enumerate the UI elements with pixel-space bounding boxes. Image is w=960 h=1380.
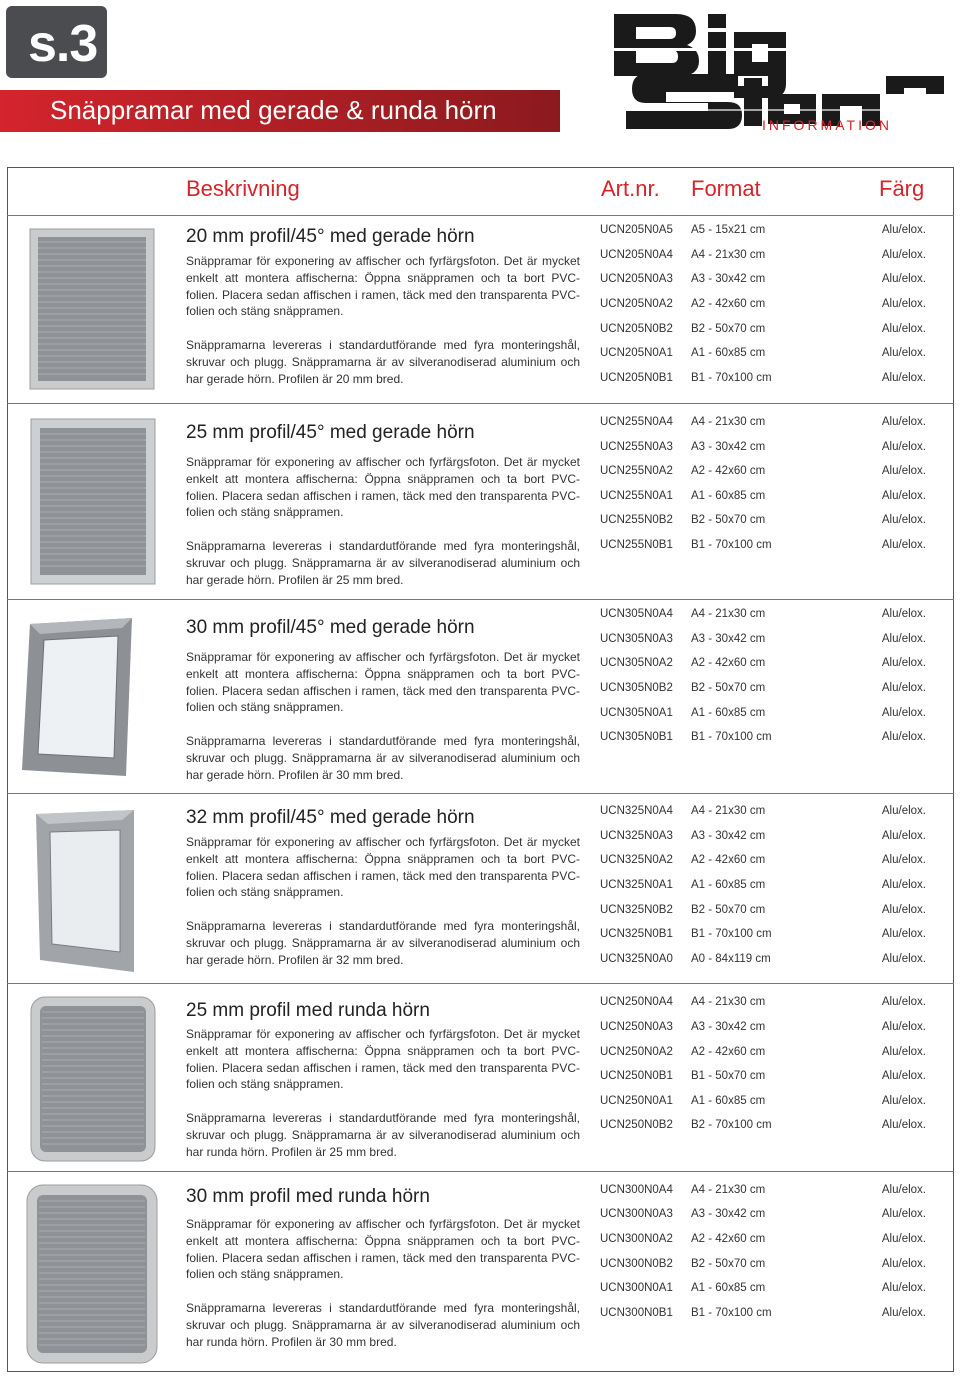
color: Alu/elox. bbox=[881, 1307, 926, 1319]
color: Alu/elox. bbox=[881, 953, 926, 965]
table-row bbox=[600, 441, 930, 461]
format: A4 - 21x30 cm bbox=[691, 1184, 766, 1196]
art-nr: UCN305N0B1 bbox=[600, 731, 673, 743]
section-title: 20 mm profil/45° med gerade hörn bbox=[186, 226, 475, 247]
section-description-2: Snäppramarna levereras i standardutförande med fyra monteringshål, skruvar och plugg. Snäppramarna är av silveranodiserad aluminium och har gerade hörn. Profilen är 20 mm bred. bbox=[186, 338, 580, 386]
table-row bbox=[600, 830, 930, 850]
section-description: Snäppramar för exponering av affischer och fyrfärgsfoton. Det är mycket enkelt att montera affischerna: Öppna snäppramen och ta bort PVC-folien. Placera sedan affischen i ramen, täck med den transparenta PVC-folien och stäng snäppramen. bbox=[186, 455, 580, 520]
format: A0 - 84x119 cm bbox=[691, 953, 771, 965]
art-nr: UCN255N0A4 bbox=[600, 416, 673, 428]
format: A3 - 30x42 cm bbox=[691, 1021, 766, 1033]
art-nr: UCN325N0B1 bbox=[600, 928, 673, 940]
table-row bbox=[600, 273, 930, 293]
format: A1 - 60x85 cm bbox=[691, 707, 766, 719]
table-row bbox=[600, 805, 930, 825]
table-row bbox=[600, 633, 930, 653]
table-row bbox=[600, 1282, 930, 1302]
format: A2 - 42x60 cm bbox=[691, 1233, 766, 1245]
art-nr: UCN205N0A2 bbox=[600, 298, 673, 310]
color: Alu/elox. bbox=[881, 1070, 926, 1082]
color: Alu/elox. bbox=[881, 323, 926, 335]
section-description: Snäppramar för exponering av affischer och fyrfärgsfoton. Det är mycket enkelt att montera affischerna: Öppna snäppramen och ta bort PVC-folien. Placera sedan affischen i ramen, täck med den transparenta PVC-folien och stäng snäppramen. bbox=[186, 1217, 580, 1282]
color: Alu/elox. bbox=[881, 657, 926, 669]
format: A2 - 42x60 cm bbox=[691, 657, 766, 669]
color: Alu/elox. bbox=[881, 904, 926, 916]
logo-tagline: INFORMATION bbox=[762, 117, 892, 133]
color: Alu/elox. bbox=[881, 1021, 926, 1033]
table-row bbox=[600, 465, 930, 485]
format: A4 - 21x30 cm bbox=[691, 996, 766, 1008]
table-row bbox=[600, 1258, 930, 1278]
section-description: Snäppramar för exponering av affischer och fyrfärgsfoton. Det är mycket enkelt att montera affischerna: Öppna snäppramen och ta bort PVC-folien. Placera sedan affischen i ramen, täck med den transparenta PVC-folien och stäng snäppramen. bbox=[186, 254, 580, 319]
art-nr: UCN205N0A3 bbox=[600, 273, 673, 285]
color: Alu/elox. bbox=[881, 879, 926, 891]
section-description: Snäppramar för exponering av affischer och fyrfärgsfoton. Det är mycket enkelt att montera affischerna: Öppna snäppramen och ta bort PVC-folien. Placera sedan affischen i ramen, täck med den transparenta PVC-folien och stäng snäppramen. bbox=[186, 650, 580, 715]
color: Alu/elox. bbox=[881, 1208, 926, 1220]
art-nr: UCN300N0B2 bbox=[600, 1258, 673, 1270]
snap-frame-wide-profile-icon bbox=[30, 810, 138, 972]
format: B2 - 50x70 cm bbox=[691, 682, 766, 694]
format: B2 - 70x100 cm bbox=[691, 1119, 772, 1131]
color: Alu/elox. bbox=[881, 1258, 926, 1270]
table-row bbox=[600, 224, 930, 244]
art-nr: UCN250N0A1 bbox=[600, 1095, 673, 1107]
section-divider bbox=[7, 599, 954, 600]
art-nr: UCN300N0A2 bbox=[600, 1233, 673, 1245]
table-row bbox=[600, 514, 930, 534]
format: A3 - 30x42 cm bbox=[691, 633, 766, 645]
art-nr: UCN325N0A2 bbox=[600, 854, 673, 866]
table-row bbox=[600, 1184, 930, 1204]
table-row bbox=[600, 657, 930, 677]
color: Alu/elox. bbox=[881, 416, 926, 428]
format: A4 - 21x30 cm bbox=[691, 608, 766, 620]
table-row bbox=[600, 731, 930, 751]
format: A5 - 15x21 cm bbox=[691, 224, 766, 236]
art-nr: UCN205N0A4 bbox=[600, 249, 673, 261]
section-description: Snäppramar för exponering av affischer och fyrfärgsfoton. Det är mycket enkelt att montera affischerna: Öppna snäppramen och ta bort PVC-folien. Placera sedan affischen i ramen, täck med den transparenta PVC-folien och stäng snäppramen. bbox=[186, 835, 580, 900]
header-description: Beskrivning bbox=[186, 176, 300, 201]
section-title: 25 mm profil/45° med gerade hörn bbox=[186, 422, 475, 443]
color: Alu/elox. bbox=[881, 347, 926, 359]
format: B1 - 70x100 cm bbox=[691, 1307, 772, 1319]
color: Alu/elox. bbox=[881, 372, 926, 384]
snap-frame-wide-profile-icon bbox=[22, 618, 134, 778]
art-nr: UCN255N0B1 bbox=[600, 539, 673, 551]
section-divider bbox=[7, 1171, 954, 1172]
table-row bbox=[600, 707, 930, 727]
color: Alu/elox. bbox=[881, 224, 926, 236]
snap-frame-round-corner-icon bbox=[26, 1184, 158, 1364]
section-title: 25 mm profil med runda hörn bbox=[186, 1000, 430, 1021]
table-row bbox=[600, 854, 930, 874]
format: B1 - 70x100 cm bbox=[691, 539, 772, 551]
page-number: s.3 bbox=[28, 15, 98, 73]
table-row bbox=[600, 1046, 930, 1066]
art-nr: UCN250N0A3 bbox=[600, 1021, 673, 1033]
art-nr: UCN255N0B2 bbox=[600, 514, 673, 526]
header-format: Format bbox=[691, 176, 761, 201]
format: A1 - 60x85 cm bbox=[691, 490, 766, 502]
color: Alu/elox. bbox=[881, 608, 926, 620]
table-row bbox=[600, 1119, 930, 1139]
color: Alu/elox. bbox=[881, 1233, 926, 1245]
art-nr: UCN325N0A4 bbox=[600, 805, 673, 817]
color: Alu/elox. bbox=[881, 707, 926, 719]
color: Alu/elox. bbox=[881, 465, 926, 477]
color: Alu/elox. bbox=[881, 249, 926, 261]
color: Alu/elox. bbox=[881, 539, 926, 551]
table-row bbox=[600, 996, 930, 1016]
format: A4 - 21x30 cm bbox=[691, 805, 766, 817]
format: B2 - 50x70 cm bbox=[691, 904, 766, 916]
color: Alu/elox. bbox=[881, 1095, 926, 1107]
art-nr: UCN305N0A3 bbox=[600, 633, 673, 645]
format: A4 - 21x30 cm bbox=[691, 249, 766, 261]
section-description-2: Snäppramarna levereras i standardutförande med fyra monteringshål, skruvar och plugg. Snäppramarna är av silveranodiserad aluminium och har runda hörn. Profilen är 30 mm bred. bbox=[186, 1301, 580, 1349]
format: A1 - 60x85 cm bbox=[691, 347, 766, 359]
table-row bbox=[600, 298, 930, 318]
format: B2 - 50x70 cm bbox=[691, 514, 766, 526]
format: A3 - 30x42 cm bbox=[691, 830, 766, 842]
header-art-nr: Art.nr. bbox=[601, 176, 660, 201]
color: Alu/elox. bbox=[881, 1184, 926, 1196]
color: Alu/elox. bbox=[881, 996, 926, 1008]
art-nr: UCN300N0A4 bbox=[600, 1184, 673, 1196]
color: Alu/elox. bbox=[881, 928, 926, 940]
color: Alu/elox. bbox=[881, 273, 926, 285]
format: A3 - 30x42 cm bbox=[691, 1208, 766, 1220]
art-nr: UCN300N0A3 bbox=[600, 1208, 673, 1220]
color: Alu/elox. bbox=[881, 1282, 926, 1294]
section-description-2: Snäppramarna levereras i standardutförande med fyra monteringshål, skruvar och plugg. Snäppramarna är av silveranodiserad aluminium och har gerade hörn. Profilen är 32 mm bred. bbox=[186, 919, 580, 967]
art-nr: UCN205N0A5 bbox=[600, 224, 673, 236]
art-nr: UCN205N0B1 bbox=[600, 372, 673, 384]
color: Alu/elox. bbox=[881, 514, 926, 526]
color: Alu/elox. bbox=[881, 682, 926, 694]
art-nr: UCN255N0A3 bbox=[600, 441, 673, 453]
section-title: 32 mm profil/45° med gerade hörn bbox=[186, 807, 475, 828]
table-row bbox=[600, 323, 930, 343]
format: B2 - 50x70 cm bbox=[691, 1258, 766, 1270]
section-description-2: Snäppramarna levereras i standardutförande med fyra monteringshål, skruvar och plugg. Snäppramarna är av silveranodiserad aluminium och har runda hörn. Profilen är 25 mm bred. bbox=[186, 1111, 580, 1159]
color: Alu/elox. bbox=[881, 1119, 926, 1131]
art-nr: UCN300N0B1 bbox=[600, 1307, 673, 1319]
section-title: 30 mm profil/45° med gerade hörn bbox=[186, 617, 475, 638]
table-row bbox=[600, 249, 930, 269]
section-divider bbox=[7, 793, 954, 794]
section-description: Snäppramar för exponering av affischer och fyrfärgsfoton. Det är mycket enkelt att montera affischerna: Öppna snäppramen och ta bort PVC-folien. Placera sedan affischen i ramen, täck med den transparenta PVC-folien och stäng snäppramen. bbox=[186, 1027, 580, 1092]
table-row bbox=[600, 347, 930, 367]
table-row bbox=[600, 1070, 930, 1090]
format: A1 - 60x85 cm bbox=[691, 879, 766, 891]
table-row bbox=[600, 1233, 930, 1253]
art-nr: UCN250N0B1 bbox=[600, 1070, 673, 1082]
snap-frame-round-corner-icon bbox=[30, 996, 156, 1162]
art-nr: UCN325N0A3 bbox=[600, 830, 673, 842]
format: B1 - 70x100 cm bbox=[691, 928, 772, 940]
color: Alu/elox. bbox=[881, 1046, 926, 1058]
section-description-2: Snäppramarna levereras i standardutförande med fyra monteringshål, skruvar och plugg. Snäppramarna är av silveranodiserad aluminium och har gerade hörn. Profilen är 25 mm bred. bbox=[186, 539, 580, 587]
art-nr: UCN255N0A1 bbox=[600, 490, 673, 502]
format: A1 - 60x85 cm bbox=[691, 1095, 766, 1107]
table-row bbox=[600, 682, 930, 702]
art-nr: UCN250N0A4 bbox=[600, 996, 673, 1008]
title-banner bbox=[0, 90, 560, 132]
format: A2 - 42x60 cm bbox=[691, 465, 766, 477]
art-nr: UCN305N0A4 bbox=[600, 608, 673, 620]
page-number-badge bbox=[6, 6, 107, 78]
table-row bbox=[600, 1208, 930, 1228]
big-sign-logo bbox=[610, 8, 950, 133]
color: Alu/elox. bbox=[881, 830, 926, 842]
art-nr: UCN255N0A2 bbox=[600, 465, 673, 477]
snap-frame-straight-corner-icon bbox=[30, 418, 156, 585]
color: Alu/elox. bbox=[881, 854, 926, 866]
table-row bbox=[600, 1307, 930, 1327]
format: A4 - 21x30 cm bbox=[691, 416, 766, 428]
header-color: Färg bbox=[879, 176, 925, 201]
table-row bbox=[600, 1095, 930, 1115]
art-nr: UCN305N0A1 bbox=[600, 707, 673, 719]
color: Alu/elox. bbox=[881, 805, 926, 817]
table-row bbox=[600, 490, 930, 510]
art-nr: UCN205N0B2 bbox=[600, 323, 673, 335]
table-row bbox=[600, 608, 930, 628]
format: B1 - 70x100 cm bbox=[691, 731, 772, 743]
table-row bbox=[600, 928, 930, 948]
color: Alu/elox. bbox=[881, 441, 926, 453]
color: Alu/elox. bbox=[881, 731, 926, 743]
format: A3 - 30x42 cm bbox=[691, 273, 766, 285]
color: Alu/elox. bbox=[881, 298, 926, 310]
section-divider bbox=[7, 983, 954, 984]
table-row bbox=[600, 416, 930, 436]
snap-frame-straight-corner-icon bbox=[29, 228, 155, 390]
art-nr: UCN325N0A0 bbox=[600, 953, 673, 965]
table-row bbox=[600, 953, 930, 973]
section-divider bbox=[7, 403, 954, 404]
art-nr: UCN305N0A2 bbox=[600, 657, 673, 669]
art-nr: UCN305N0B2 bbox=[600, 682, 673, 694]
table-row bbox=[600, 1021, 930, 1041]
art-nr: UCN250N0B2 bbox=[600, 1119, 673, 1131]
art-nr: UCN325N0B2 bbox=[600, 904, 673, 916]
section-description-2: Snäppramarna levereras i standardutförande med fyra monteringshål, skruvar och plugg. Snäppramarna är av silveranodiserad aluminium och har gerade hörn. Profilen är 30 mm bred. bbox=[186, 734, 580, 782]
format: A2 - 42x60 cm bbox=[691, 298, 766, 310]
color: Alu/elox. bbox=[881, 490, 926, 502]
art-nr: UCN300N0A1 bbox=[600, 1282, 673, 1294]
section-title: 30 mm profil med runda hörn bbox=[186, 1186, 430, 1207]
format: A2 - 42x60 cm bbox=[691, 854, 766, 866]
art-nr: UCN250N0A2 bbox=[600, 1046, 673, 1058]
art-nr: UCN325N0A1 bbox=[600, 879, 673, 891]
table-row bbox=[600, 879, 930, 899]
format: B2 - 50x70 cm bbox=[691, 323, 766, 335]
page-title: Snäppramar med gerade & runda hörn bbox=[50, 95, 497, 125]
art-nr: UCN205N0A1 bbox=[600, 347, 673, 359]
table-row bbox=[600, 904, 930, 924]
format: A3 - 30x42 cm bbox=[691, 441, 766, 453]
format: B1 - 70x100 cm bbox=[691, 372, 772, 384]
format: B1 - 50x70 cm bbox=[691, 1070, 766, 1082]
header-divider bbox=[7, 215, 954, 216]
format: A1 - 60x85 cm bbox=[691, 1282, 766, 1294]
table-row bbox=[600, 539, 930, 559]
color: Alu/elox. bbox=[881, 633, 926, 645]
format: A2 - 42x60 cm bbox=[691, 1046, 766, 1058]
table-row bbox=[600, 372, 930, 392]
